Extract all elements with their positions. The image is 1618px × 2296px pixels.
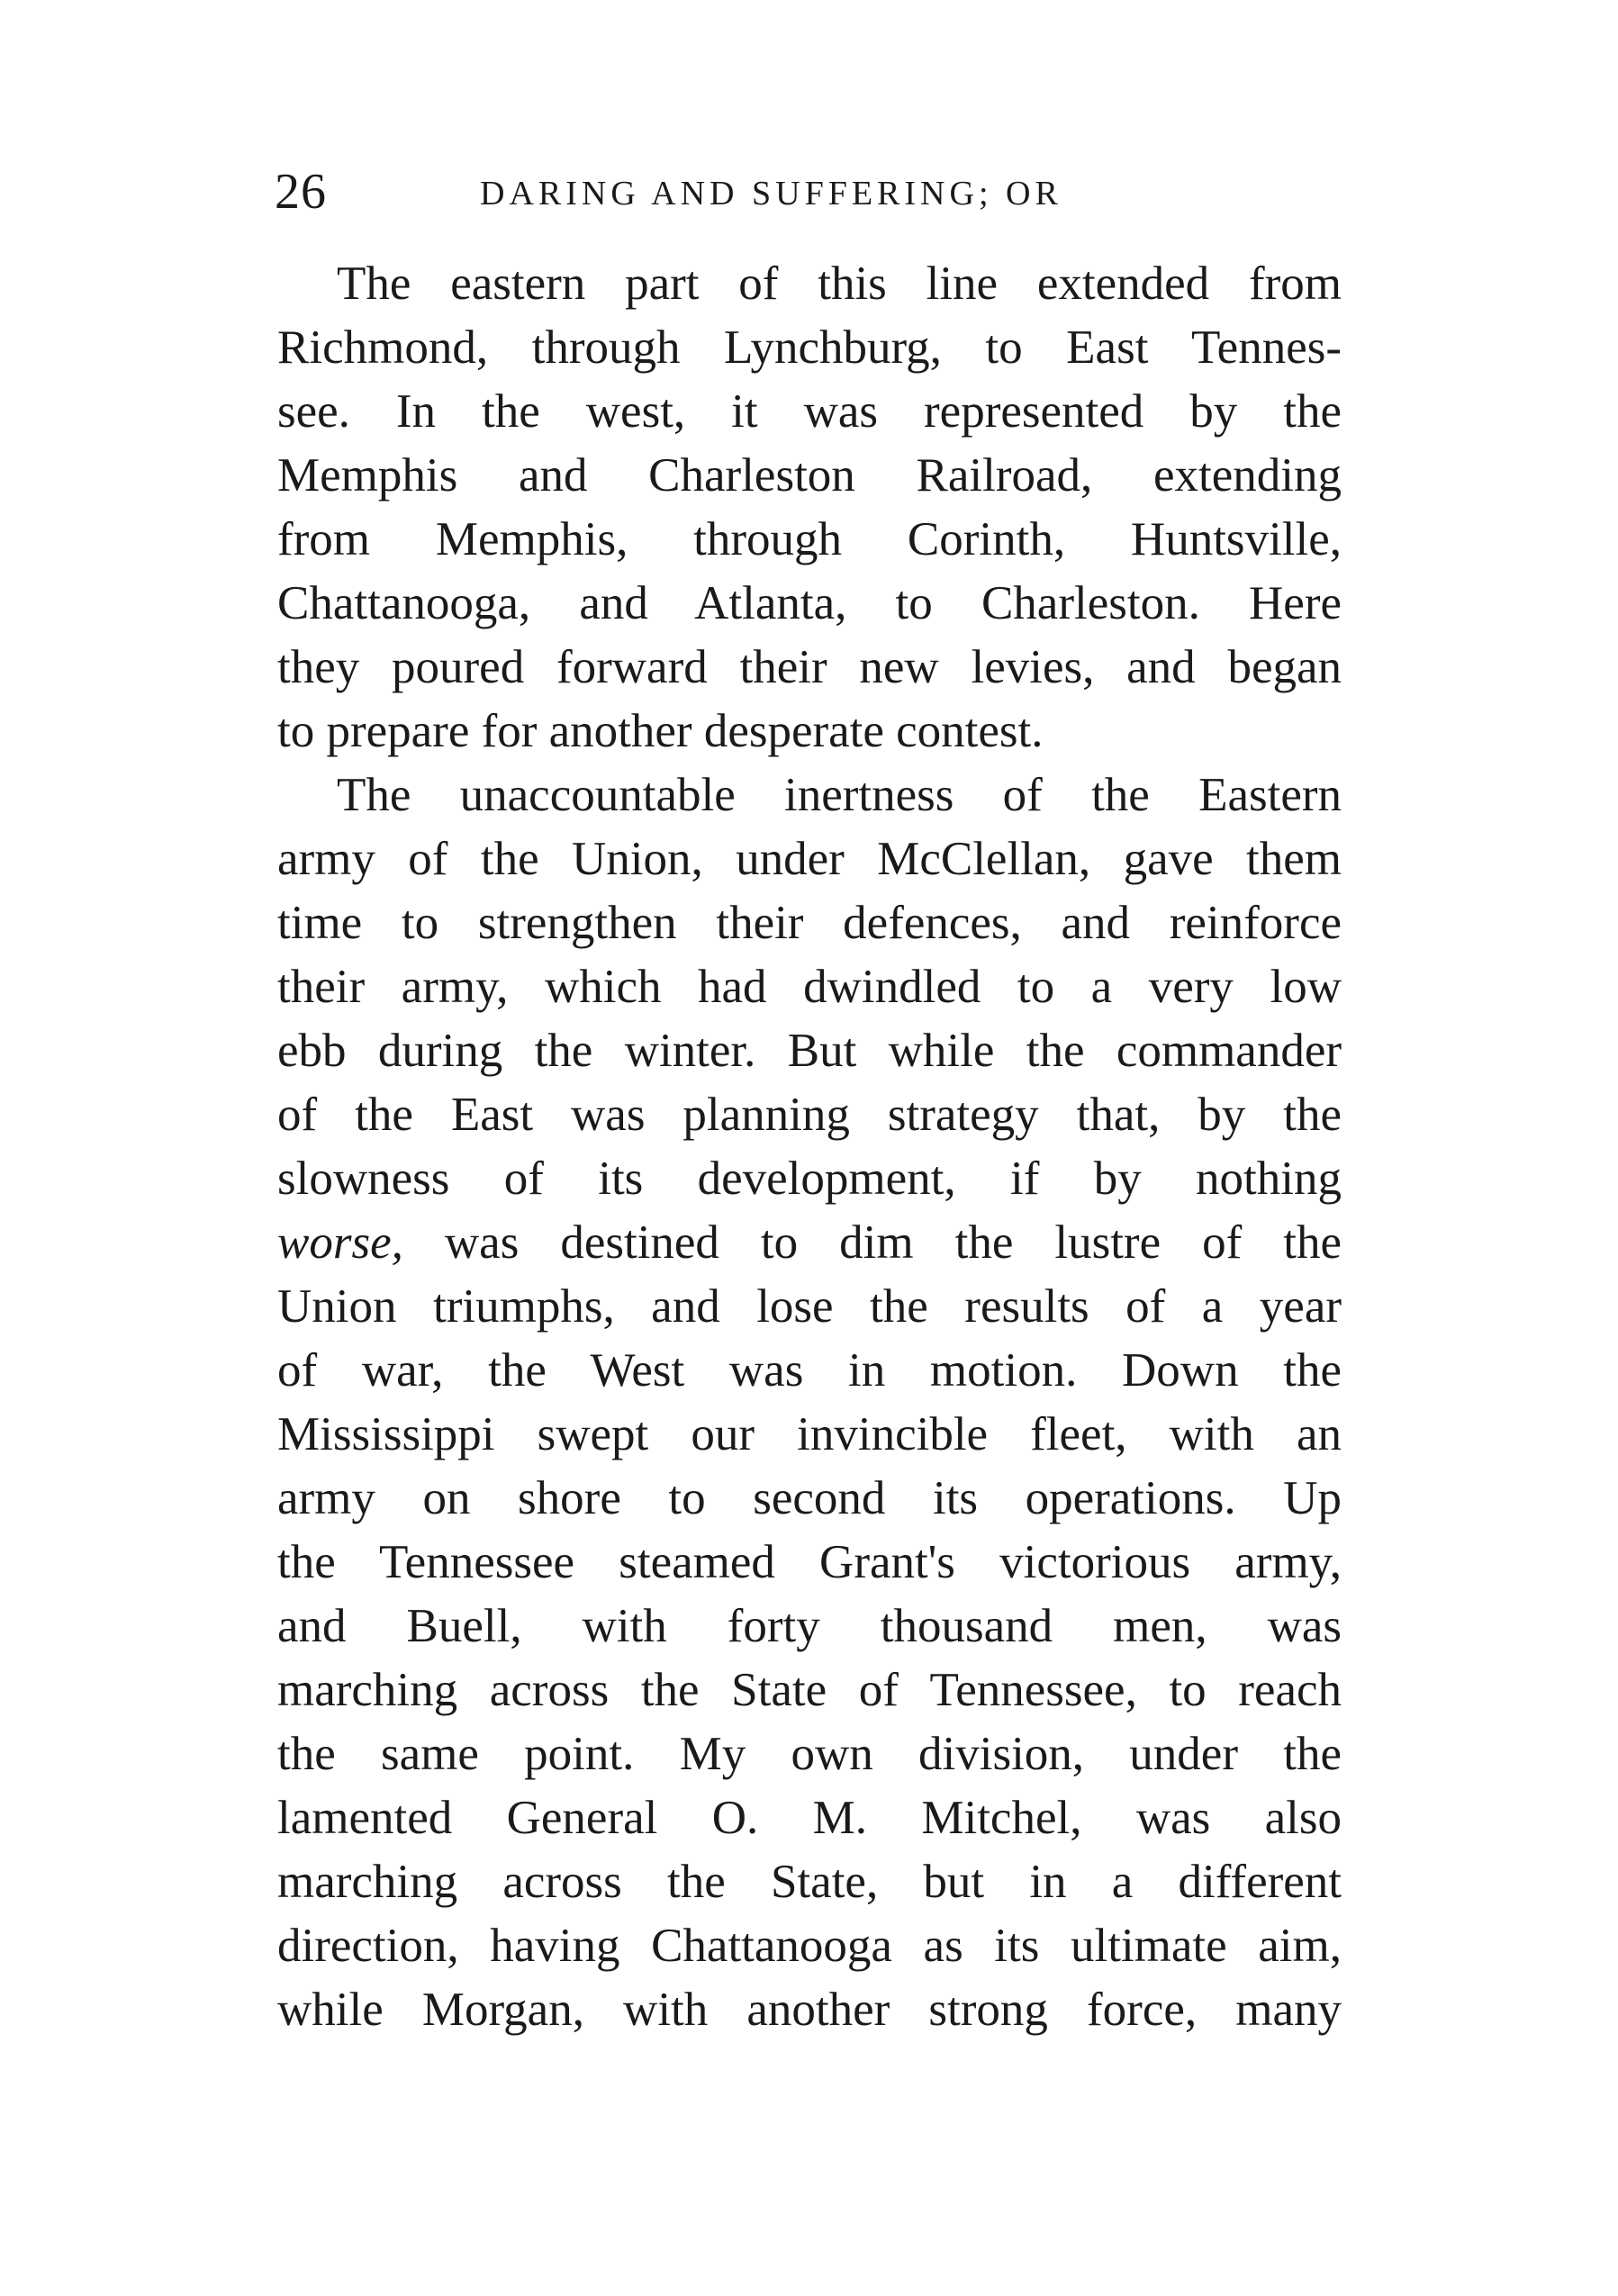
- text-line: Memphis and Charleston Railroad, extending: [277, 449, 1342, 502]
- running-title: DARING AND SUFFERING; OR: [480, 175, 1062, 212]
- text-line: and Buell, with forty thousand men, was: [277, 1600, 1342, 1652]
- text-line: lamented General O. M. Mitchel, was also: [277, 1792, 1342, 1844]
- text-line: army on shore to second its operations. Up: [277, 1472, 1342, 1524]
- text-line: see. In the west, it was represented by the: [277, 385, 1342, 438]
- text-line: to prepare for another desperate contest.: [277, 705, 1044, 757]
- text-line: marching across the State, but in a different: [277, 1856, 1342, 1908]
- text-line: they poured forward their new levies, and began: [277, 641, 1342, 693]
- text-line: The unaccountable inertness of the Eastern: [337, 769, 1342, 821]
- text-line: while Morgan, with another strong force, many: [277, 1984, 1342, 2036]
- page-number: 26: [275, 164, 327, 220]
- text-line: slowness of its development, if by nothing: [277, 1153, 1342, 1205]
- italic-word: worse,: [277, 1216, 403, 1269]
- text-line: Union triumphs, and lose the results of a year: [277, 1280, 1342, 1333]
- body-text: [277, 252, 1342, 2042]
- text-line: the same point. My own division, under the: [277, 1728, 1342, 1780]
- running-header: [275, 160, 1337, 223]
- text-line: direction, having Chattanooga as its ultimate aim,: [277, 1920, 1342, 1972]
- text-line: the Tennessee steamed Grant's victorious army,: [277, 1536, 1342, 1588]
- text-line: ebb during the winter. But while the commander: [277, 1025, 1342, 1077]
- text-line: of the East was planning strategy that, by the: [277, 1089, 1342, 1141]
- text-line: army of the Union, under McClellan, gave them: [277, 833, 1342, 885]
- text-line: The eastern part of this line extended from: [337, 258, 1342, 310]
- text-line: Chattanooga, and Atlanta, to Charleston. Here: [277, 577, 1342, 629]
- text-line: their army, which had dwindled to a very low: [277, 961, 1342, 1013]
- text-line: from Memphis, through Corinth, Huntsville,: [277, 513, 1342, 565]
- text-line: of war, the West was in motion. Down the: [277, 1344, 1342, 1397]
- text-line: marching across the State of Tennessee, to reach: [277, 1664, 1342, 1716]
- text-line-with-italic: [277, 1211, 1342, 1275]
- text-line: time to strengthen their defences, and reinforce: [277, 897, 1342, 949]
- text-line: Mississippi swept our invincible fleet, with an: [277, 1408, 1342, 1460]
- text-line: Richmond, through Lynchburg, to East Tennes-: [277, 321, 1342, 374]
- text-line-rest: was destined to dim the lustre of the: [444, 1216, 1342, 1269]
